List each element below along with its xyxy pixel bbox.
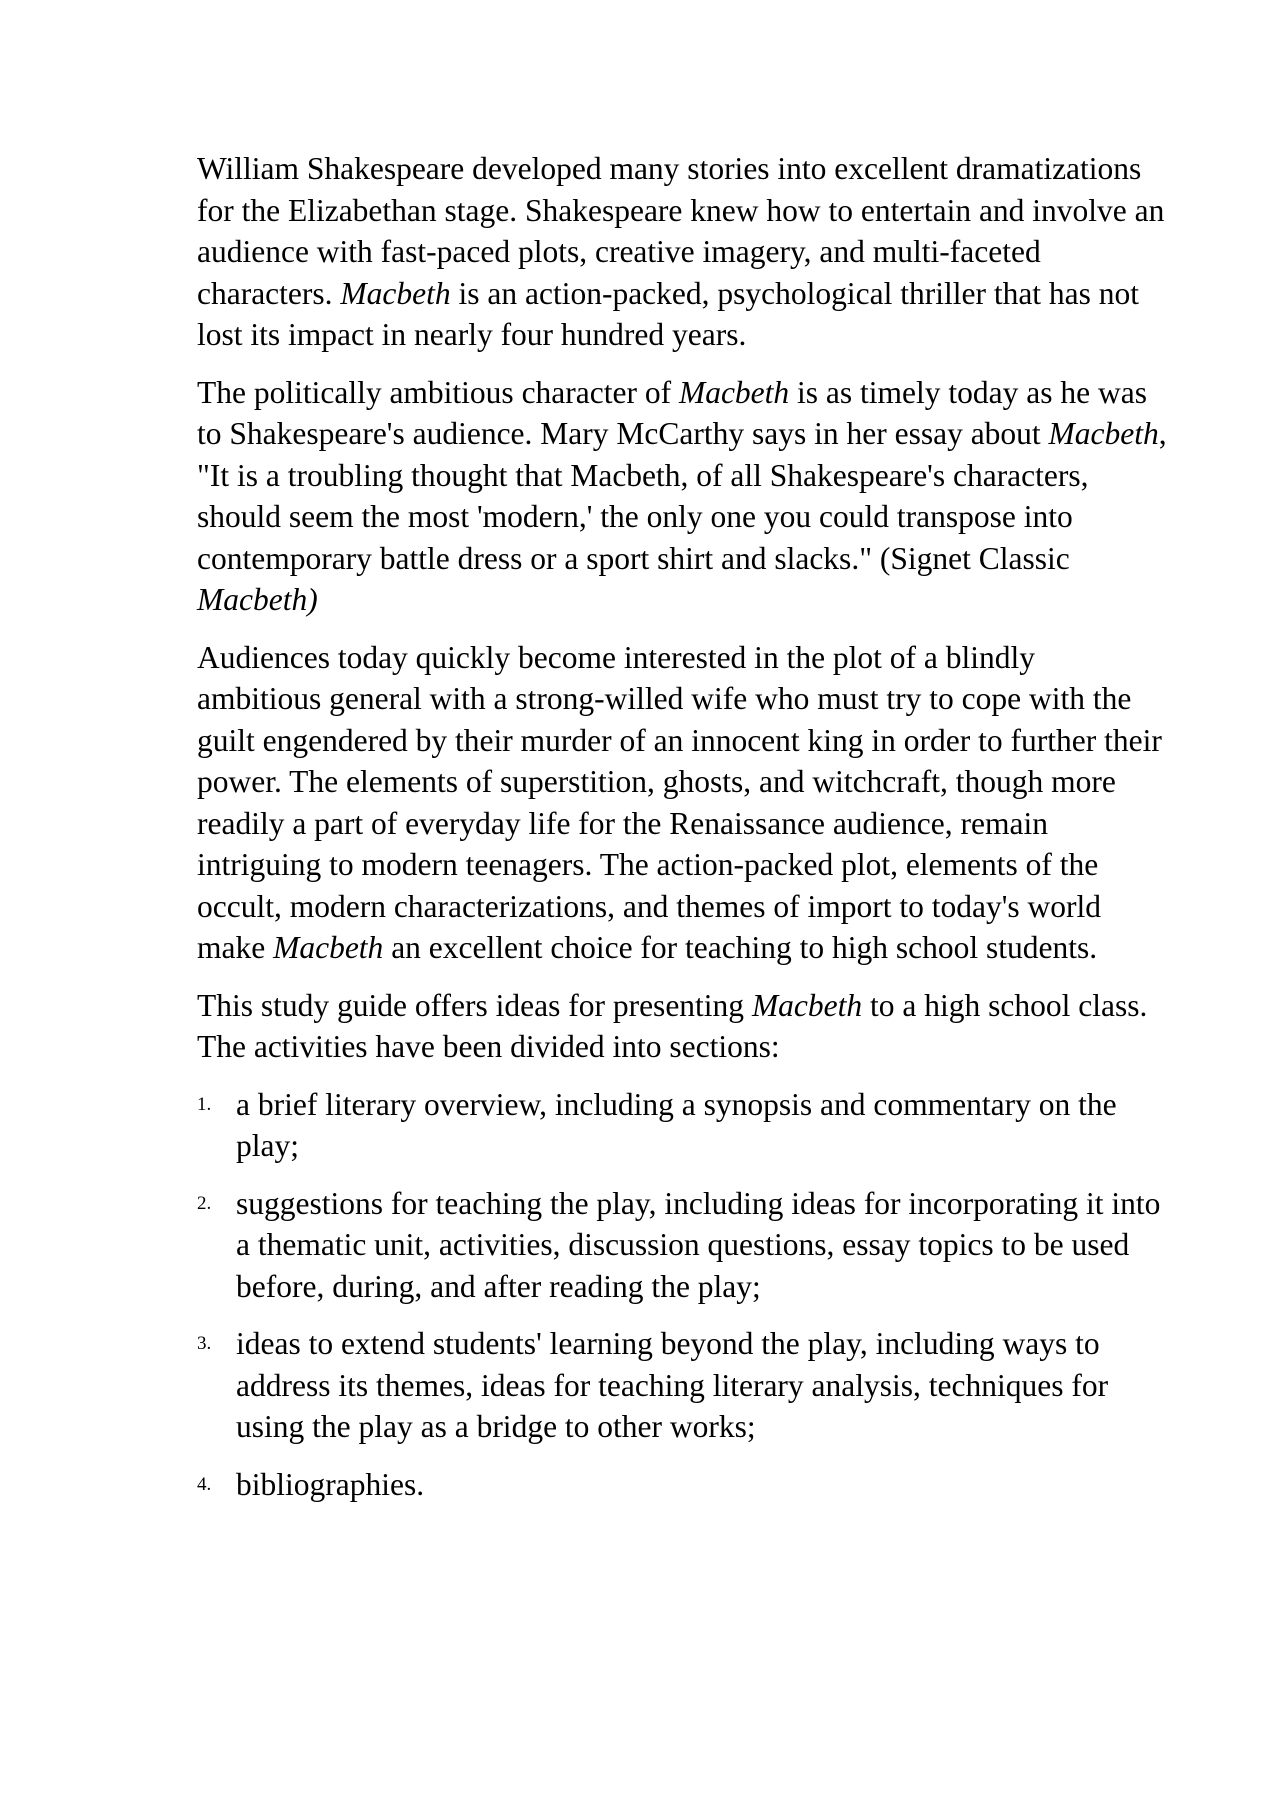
list-number: 3. <box>197 1333 212 1354</box>
italic-title: Macbeth) <box>197 582 318 617</box>
italic-title: Macbeth <box>678 374 790 410</box>
list-item-text: suggestions for teaching the play, including ideas for incorporating it into a thematic unit, activities, discussion questions, essay topics to be used before, during, and after reading the play; <box>236 1185 1161 1304</box>
italic-title: Macbeth <box>340 275 451 311</box>
list-item-text: ideas to extend students' learning beyond the play, including ways to address its themes, ideas for teaching literary analysis, techniques for using the play as a bridge to other works; <box>236 1326 1109 1444</box>
sections-list <box>197 1084 1167 1506</box>
list-item <box>197 1464 1167 1506</box>
paragraph-intro: William Shakespeare developed many stories into excellent dramatizations for the Elizabethan stage. Shakespeare knew how to entertain and involve an audience with fast-paced plots, creative imagery, and multi-faceted characters. Macbeth is an action-packed, psychological thriller that has not lost its impact in nearly four hundred years. <box>197 151 1165 352</box>
italic-title: Macbeth <box>273 930 384 965</box>
paragraph-audiences: Audiences today quickly become interested in the plot of a blindly ambitious general with a strong-willed wife who must try to cope with the guilt engendered by their murder of an innocent king in order to further their power. The elements of superstition, ghosts, and witchcraft, though more readily a part of everyday life for the Renaissance audience, remain intriguing to modern teenagers. The action-packed plot, elements of the occult, modern characterizations, and themes of import to today's world make Macbeth an excellent choice for teaching to high school students. <box>197 639 1162 965</box>
paragraph-ambition: The politically ambitious character of Macbeth is as timely today as he was to Shakespeare's audience. Mary McCarthy says in her essay about Macbeth, "It is a troubling thought that Macbeth, of all Shakespeare's characters, should seem the most 'modern,' the only one you could transpose into contemporary battle dress or a sport shirt and slacks." (Signet Classic Macbeth) <box>197 374 1167 617</box>
paragraph-study-guide: This study guide offers ideas for presenting Macbeth to a high school class. The activities have been divided into sections: <box>197 987 1148 1064</box>
list-item <box>197 1084 1167 1167</box>
italic-title: Macbeth <box>1048 416 1159 451</box>
list-number: 4. <box>197 1473 212 1495</box>
document-body <box>197 148 1167 1521</box>
italic-title: Macbeth <box>751 987 863 1023</box>
list-number: 2. <box>197 1192 212 1214</box>
list-item-text: bibliographies. <box>236 1466 425 1502</box>
list-item-text: a brief literary overview, including a synopsis and commentary on the play; <box>236 1086 1117 1163</box>
list-item <box>197 1183 1167 1308</box>
list-number: 1. <box>197 1093 212 1115</box>
list-item <box>197 1323 1167 1448</box>
